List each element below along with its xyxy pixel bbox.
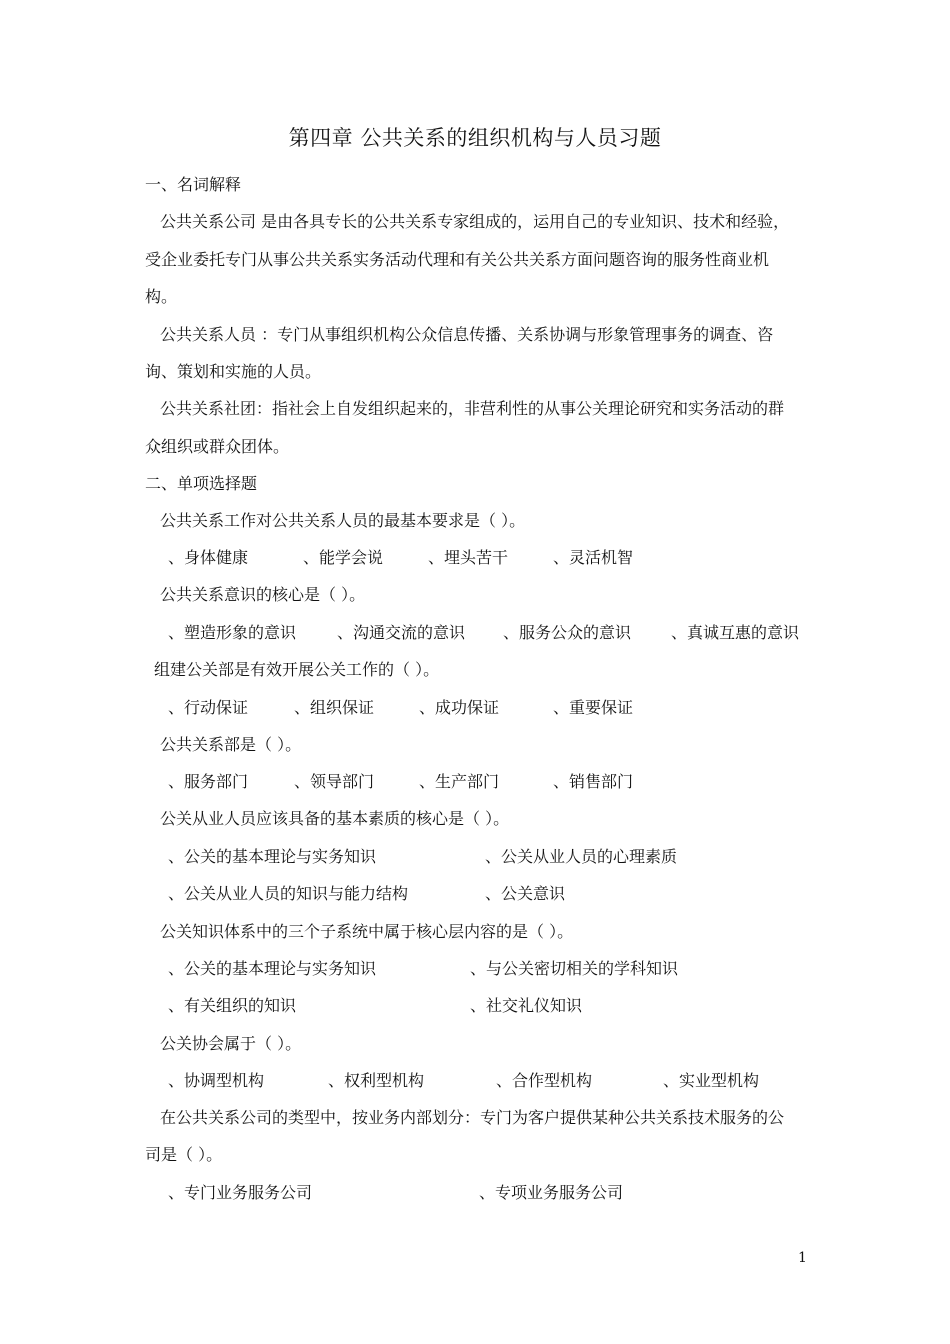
option: 、灵活机智 [553, 548, 634, 567]
option: 、真诚互惠的意识 [671, 623, 800, 642]
paragraph-line: 公共关系公司 是由各具专长的公共关系专家组成的，运用自己的专业知识、技术和经验， [160, 212, 790, 231]
option: 、身体健康 [168, 548, 249, 567]
option: 、协调型机构 [168, 1071, 265, 1090]
option: 、埋头苦干 [428, 548, 509, 567]
paragraph-line: 公共关系人员 ：专门从事组织机构公众信息传播、关系协调与形象管理事务的调查、咨 [160, 325, 774, 344]
option: 、与公关密切相关的学科知识 [470, 959, 679, 978]
question-stem: 在公共关系公司的类型中，按业务内部划分：专门为客户提供某种公共关系技术服务的公 [160, 1108, 785, 1127]
option: 、服务公众的意识 [503, 623, 632, 642]
question-stem: 组建公关部是有效开展公关工作的（ ）。 [154, 660, 440, 679]
option: 、实业型机构 [663, 1071, 760, 1090]
question-stem: 公共关系工作对公共关系人员的最基本要求是（ ）。 [160, 511, 526, 530]
option: 、重要保证 [553, 698, 634, 717]
option: 、公关从业人员的知识与能力结构 [168, 884, 409, 903]
question-stem: 公共关系意识的核心是（ ）。 [160, 585, 366, 604]
paragraph-line: 公共关系社团：指社会上自发组织起来的，非营利性的从事公关理论研究和实务活动的群 [160, 399, 785, 418]
question-stem: 公关从业人员应该具备的基本素质的核心是（ ）。 [160, 809, 510, 828]
option: 、塑造形象的意识 [168, 623, 297, 642]
option: 、社交礼仪知识 [470, 996, 583, 1015]
option: 、权利型机构 [328, 1071, 425, 1090]
option: 、公关意识 [485, 884, 566, 903]
option: 、沟通交流的意识 [337, 623, 466, 642]
option: 、专门业务服务公司 [168, 1183, 313, 1202]
option: 、组织保证 [294, 698, 375, 717]
option: 、成功保证 [419, 698, 500, 717]
option: 、能学会说 [303, 548, 384, 567]
option: 、合作型机构 [496, 1071, 593, 1090]
question-stem: 司是（ ）。 [145, 1145, 223, 1164]
option: 、领导部门 [294, 772, 375, 791]
paragraph-line: 询、策划和实施的人员。 [145, 362, 322, 381]
page-title: 第四章 公共关系的组织机构与人员习题 [288, 126, 662, 150]
paragraph-line: 构。 [145, 287, 178, 306]
paragraph-line: 受企业委托专门从事公共关系实务活动代理和有关公共关系方面问题咨询的服务性商业机 [145, 250, 770, 269]
option: 、服务部门 [168, 772, 249, 791]
option: 、销售部门 [553, 772, 634, 791]
question-stem: 公关知识体系中的三个子系统中属于核心层内容的是（ ）。 [160, 922, 574, 941]
option: 、公关从业人员的心理素质 [485, 847, 678, 866]
option: 、有关组织的知识 [168, 996, 297, 1015]
option: 、生产部门 [419, 772, 500, 791]
page-number: 1 [798, 1250, 807, 1266]
option: 、公关的基本理论与实务知识 [168, 959, 377, 978]
question-stem: 公共关系部是（ ）。 [160, 735, 302, 754]
paragraph-line: 众组织或群众团体。 [145, 437, 290, 456]
option: 、专项业务服务公司 [479, 1183, 624, 1202]
option: 、公关的基本理论与实务知识 [168, 847, 377, 866]
question-stem: 公关协会属于（ ）。 [160, 1034, 302, 1053]
option: 、行动保证 [168, 698, 249, 717]
section-heading: 二、单项选择题 [145, 474, 258, 493]
section-heading: 一、名词解释 [145, 175, 242, 194]
